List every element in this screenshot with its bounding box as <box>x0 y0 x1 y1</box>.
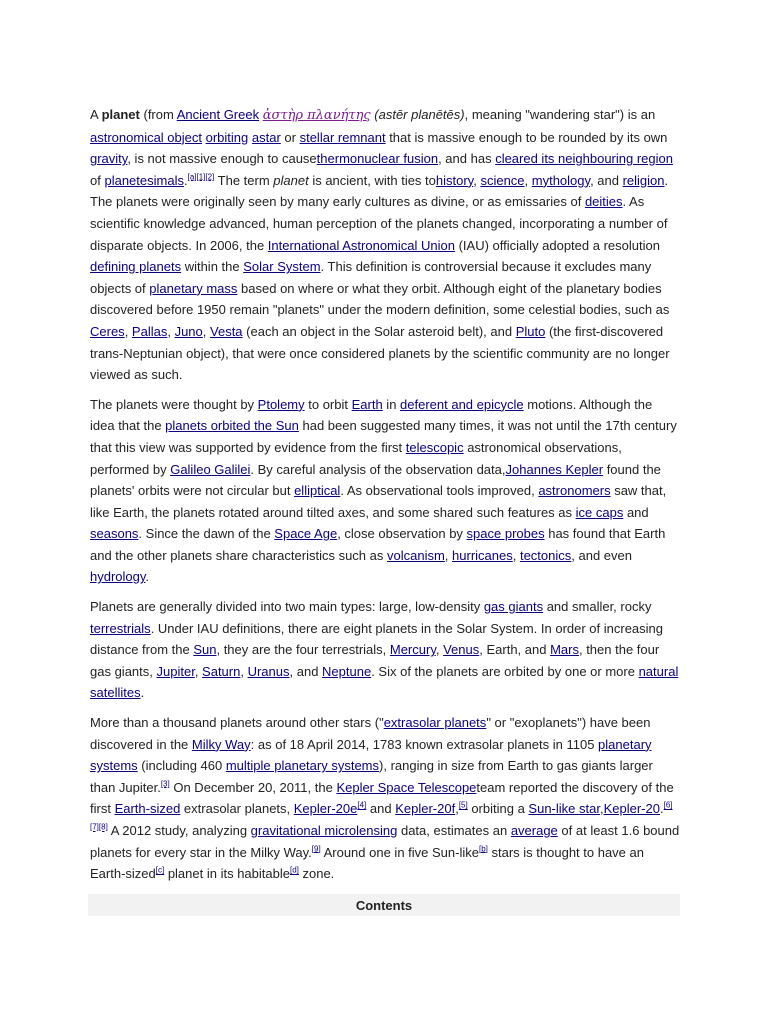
link-mercury[interactable]: Mercury <box>389 642 436 658</box>
link-space-age[interactable]: Space Age <box>274 526 338 542</box>
link-ptolemy[interactable]: Ptolemy <box>257 396 305 412</box>
text-run: , and <box>590 172 623 188</box>
link-planetary-mass[interactable]: planetary mass <box>149 280 238 296</box>
link-hurricanes[interactable]: hurricanes <box>452 547 513 563</box>
text-run: extrasolar planets, <box>180 801 294 817</box>
link-mythology[interactable]: mythology <box>531 172 591 188</box>
text-run: . <box>659 801 664 817</box>
link-stellar-remnant[interactable]: stellar remnant <box>299 129 386 145</box>
reference-sup <box>156 866 164 875</box>
link-gravitational-microlensing[interactable]: gravitational microlensing <box>250 823 398 838</box>
text-run: or <box>280 129 300 145</box>
link-earth-sized[interactable]: Earth-sized <box>114 801 181 817</box>
text-run: . Six of the planets are orbited by one or more <box>371 663 639 679</box>
text-run: found the planets' orbits were not circular but <box>90 461 661 499</box>
text-run: , <box>524 172 532 188</box>
reference-link[interactable]: [4] <box>357 801 367 811</box>
text-run: . This definition is controversial because it excludes many objects of <box>90 259 652 296</box>
text-run: . The planets were originally seen by many early cultures as divine, or as emissaries of <box>90 172 669 210</box>
paragraph-history <box>90 394 680 588</box>
text-run: had been suggested many times, it was not until the 17th century that this view was supported by evidence from the first <box>90 418 677 455</box>
italic-term: planet <box>273 172 309 188</box>
text-run: , <box>240 663 248 679</box>
text-run: and <box>366 801 396 817</box>
link-planetesimals[interactable]: planetesimals <box>104 172 184 188</box>
reference-link[interactable]: [5] <box>458 801 468 811</box>
reference-sup <box>188 172 215 181</box>
text-run: team reported the discovery of the first <box>90 779 674 817</box>
paragraph-exoplanets <box>90 712 680 885</box>
link-pluto[interactable]: Pluto <box>515 323 546 339</box>
link-gravity[interactable]: gravity <box>90 151 128 167</box>
text-run: The planets were thought by <box>90 396 258 412</box>
text-run: , <box>194 663 203 679</box>
link-galileo-galilei[interactable]: Galileo Galilei <box>170 461 251 477</box>
text-run: , <box>444 547 453 563</box>
text-run: based on where or what they orbit. Although eight of the planetary bodies discovered before 1950 remain "planets" under the modern definition, some celestial bodies, such as <box>90 280 670 318</box>
link-cleared-its-neighbouring-region[interactable]: cleared its neighbouring region <box>495 151 673 167</box>
text-run: (the first-discovered trans-Neptunian object), that were once considered planets by the scientific community are no longer viewed as such. <box>90 323 670 383</box>
text-run: , <box>512 547 520 563</box>
text-run: that is massive enough to be rounded by its own <box>385 129 668 145</box>
link-saturn[interactable]: Saturn <box>202 663 241 679</box>
link-planetary-systems[interactable]: planetary systems <box>90 736 652 774</box>
text-run: , they are the four terrestrials, <box>216 642 390 658</box>
text-run: (each an object in the Solar asteroid belt), and <box>242 323 516 339</box>
text-run: , is not massive enough to cause <box>127 151 317 167</box>
text-run: (IAU) officially adopted a resolution <box>454 237 660 253</box>
text-run: . <box>183 172 188 188</box>
text-run: More than a thousand planets around other stars (" <box>90 715 384 731</box>
reference-link[interactable]: [9] <box>311 844 321 854</box>
link-religion[interactable]: religion <box>622 172 665 188</box>
link-science[interactable]: science <box>480 172 525 188</box>
link-planets-orbited-the-sun[interactable]: planets orbited the Sun <box>165 418 299 434</box>
reference-link[interactable]: [6][7][8] <box>90 801 673 832</box>
link-extrasolar-planets[interactable]: extrasolar planets <box>383 715 487 731</box>
link-greek-term[interactable]: ἀστὴρ πλανήτης <box>262 108 371 123</box>
text-run: to orbit <box>304 396 352 412</box>
link-pallas[interactable]: Pallas <box>131 323 168 339</box>
link-earth[interactable]: Earth <box>351 396 383 412</box>
italic-term: (astēr planētēs) <box>370 107 465 122</box>
link-kepler-space-telescope[interactable]: Kepler Space Telescope <box>336 779 477 795</box>
link-ceres[interactable]: Ceres <box>90 323 125 339</box>
link-jupiter[interactable]: Jupiter <box>156 663 195 679</box>
reference-link[interactable]: [b] <box>478 844 488 854</box>
text-run: astronomical observations, performed by <box>90 439 622 477</box>
text-run: . By careful analysis of the observation data, <box>250 461 506 477</box>
text-run: . As scientific knowledge advanced, human perception of the planets changed, incorporating a number of disparate objects. In 2006, the <box>90 194 668 253</box>
reference-link[interactable]: [a][1][2] <box>187 172 215 182</box>
text-run: , <box>435 642 444 658</box>
link-deities[interactable]: deities <box>584 194 623 210</box>
contents-box-title: Contents <box>88 894 680 916</box>
link-defining-planets[interactable]: defining planets <box>90 259 182 275</box>
reference-sup <box>312 844 321 853</box>
text-run: , <box>202 323 211 339</box>
link-ancient-greek[interactable]: Ancient Greek <box>176 107 260 122</box>
link-average[interactable]: average <box>510 823 558 838</box>
link-gas-giants[interactable]: gas giants <box>483 599 544 615</box>
text-run: (from <box>139 107 177 122</box>
text-run: , <box>455 801 459 817</box>
text-run: A <box>90 107 102 122</box>
text-run: within the <box>181 259 244 275</box>
link-venus[interactable]: Venus <box>443 642 480 658</box>
link-thermonuclear-fusion[interactable]: thermonuclear fusion <box>316 151 439 167</box>
text-run: is ancient, with ties to <box>308 172 436 188</box>
text-run: and <box>623 504 649 520</box>
reference-sup <box>161 779 170 788</box>
text-run: . <box>145 569 150 585</box>
text-run: . Under IAU definitions, there are eight planets in the Solar System. In order of increasing distance from the <box>90 620 664 658</box>
link-international-astronomical-union[interactable]: International Astronomical Union <box>267 237 455 253</box>
text-run: . As observational tools improved, <box>340 483 539 499</box>
link-elliptical[interactable]: elliptical <box>294 483 341 499</box>
paragraph-types <box>90 596 680 704</box>
text-run: , <box>124 323 132 339</box>
reference-sup <box>357 801 366 810</box>
text-run: , <box>473 172 481 188</box>
article-body <box>90 104 680 893</box>
link-neptune[interactable]: Neptune <box>322 663 372 679</box>
text-run: orbiting a <box>467 801 529 817</box>
link-deferent-and-epicycle[interactable]: deferent and epicycle <box>400 396 524 412</box>
link-sun[interactable]: Sun <box>193 642 217 658</box>
reference-link[interactable]: [c] <box>155 865 165 875</box>
reference-sup <box>290 866 299 875</box>
link-sun-like-star[interactable]: Sun-like star <box>528 801 600 817</box>
link-ice-caps[interactable]: ice caps <box>575 504 624 520</box>
text-run: , <box>599 801 604 817</box>
text-run: of at least 1.6 bound planets for every star in the Milky Way. <box>90 823 680 860</box>
link-history[interactable]: history <box>435 172 474 188</box>
link-natural-satellites[interactable]: natural satellites <box>90 663 679 701</box>
text-run: " or "exoplanets") have been discovered in the <box>90 715 651 752</box>
link-astronomical-object[interactable]: astronomical object <box>90 129 202 145</box>
link-vesta[interactable]: Vesta <box>210 323 243 339</box>
text-run: planet in its habitable <box>164 866 290 882</box>
text-run: . <box>140 685 145 701</box>
text-run: stars is thought to have an Earth-sized <box>90 844 644 882</box>
link-astronomers[interactable]: astronomers <box>538 483 611 499</box>
text-run: , then the four gas giants, <box>90 642 660 679</box>
text-run: in <box>382 396 401 412</box>
link-kepler-20[interactable]: Kepler-20 <box>603 801 660 817</box>
text-run: , Earth, and <box>479 642 551 658</box>
text-run: On December 20, 2011, the <box>169 779 337 795</box>
link-seasons[interactable]: seasons <box>90 526 139 542</box>
text-run: and smaller, rocky <box>543 599 652 615</box>
text-run: Planets are generally divided into two main types: large, low-density <box>90 599 484 615</box>
text-run: ), ranging in size from Earth to gas giants larger than Jupiter. <box>90 758 653 795</box>
link-johannes-kepler[interactable]: Johannes Kepler <box>505 461 604 477</box>
link-multiple-planetary-systems[interactable]: multiple planetary systems <box>225 758 380 774</box>
reference-sup <box>459 801 468 810</box>
link-orbiting[interactable]: orbiting <box>205 129 249 145</box>
text-run: (including 460 <box>137 758 226 774</box>
link-space-probes[interactable]: space probes <box>466 526 545 542</box>
bold-term: planet <box>101 107 140 122</box>
text-run: has found that Earth and the other planets share characteristics such as <box>90 526 666 563</box>
text-run: , close observation by <box>337 526 467 542</box>
link-astar[interactable]: astar <box>251 129 281 145</box>
link-hydrology[interactable]: hydrology <box>90 569 146 585</box>
text-run: A 2012 study, analyzing <box>107 823 251 838</box>
text-run: , <box>167 323 175 339</box>
text-run: The term <box>214 172 274 188</box>
link-telescopic[interactable]: telescopic <box>405 439 464 455</box>
text-run: of <box>90 172 105 188</box>
link-volcanism[interactable]: volcanism <box>387 547 445 563</box>
link-tectonics[interactable]: tectonics <box>519 547 572 563</box>
paragraph-intro <box>90 104 680 386</box>
link-milky-way[interactable]: Milky Way <box>191 736 251 752</box>
link-terrestrials[interactable]: terrestrials <box>90 620 151 636</box>
text-run: motions. Although the idea that the <box>90 396 653 434</box>
text-run: : as of 18 April 2014, 1783 known extrasolar planets in 1105 <box>250 736 599 752</box>
text-run: saw that, like Earth, the planets rotated around tilted axes, and some shared such features as <box>90 483 667 520</box>
link-juno[interactable]: Juno <box>174 323 203 339</box>
text-run: data, estimates an <box>397 823 511 838</box>
text-run: . Since the dawn of the <box>138 526 275 542</box>
text-run: , and even <box>571 547 632 563</box>
reference-sup <box>479 844 488 853</box>
text-run: zone. <box>298 866 335 882</box>
link-uranus[interactable]: Uranus <box>247 663 290 679</box>
text-run: Around one in five Sun-like <box>320 844 479 860</box>
text-run: , meaning "wandering star") is an <box>464 107 656 122</box>
link-solar-system[interactable]: Solar System <box>243 259 321 275</box>
reference-link[interactable]: [d] <box>289 865 299 875</box>
link-mars[interactable]: Mars <box>550 642 579 658</box>
text-run: , and <box>289 663 323 679</box>
link-kepler-20e[interactable]: Kepler-20e <box>293 801 358 817</box>
link-kepler-20f[interactable]: Kepler-20f <box>395 801 456 817</box>
text-run: , and has <box>438 151 496 167</box>
reference-link[interactable]: [3] <box>160 779 170 789</box>
